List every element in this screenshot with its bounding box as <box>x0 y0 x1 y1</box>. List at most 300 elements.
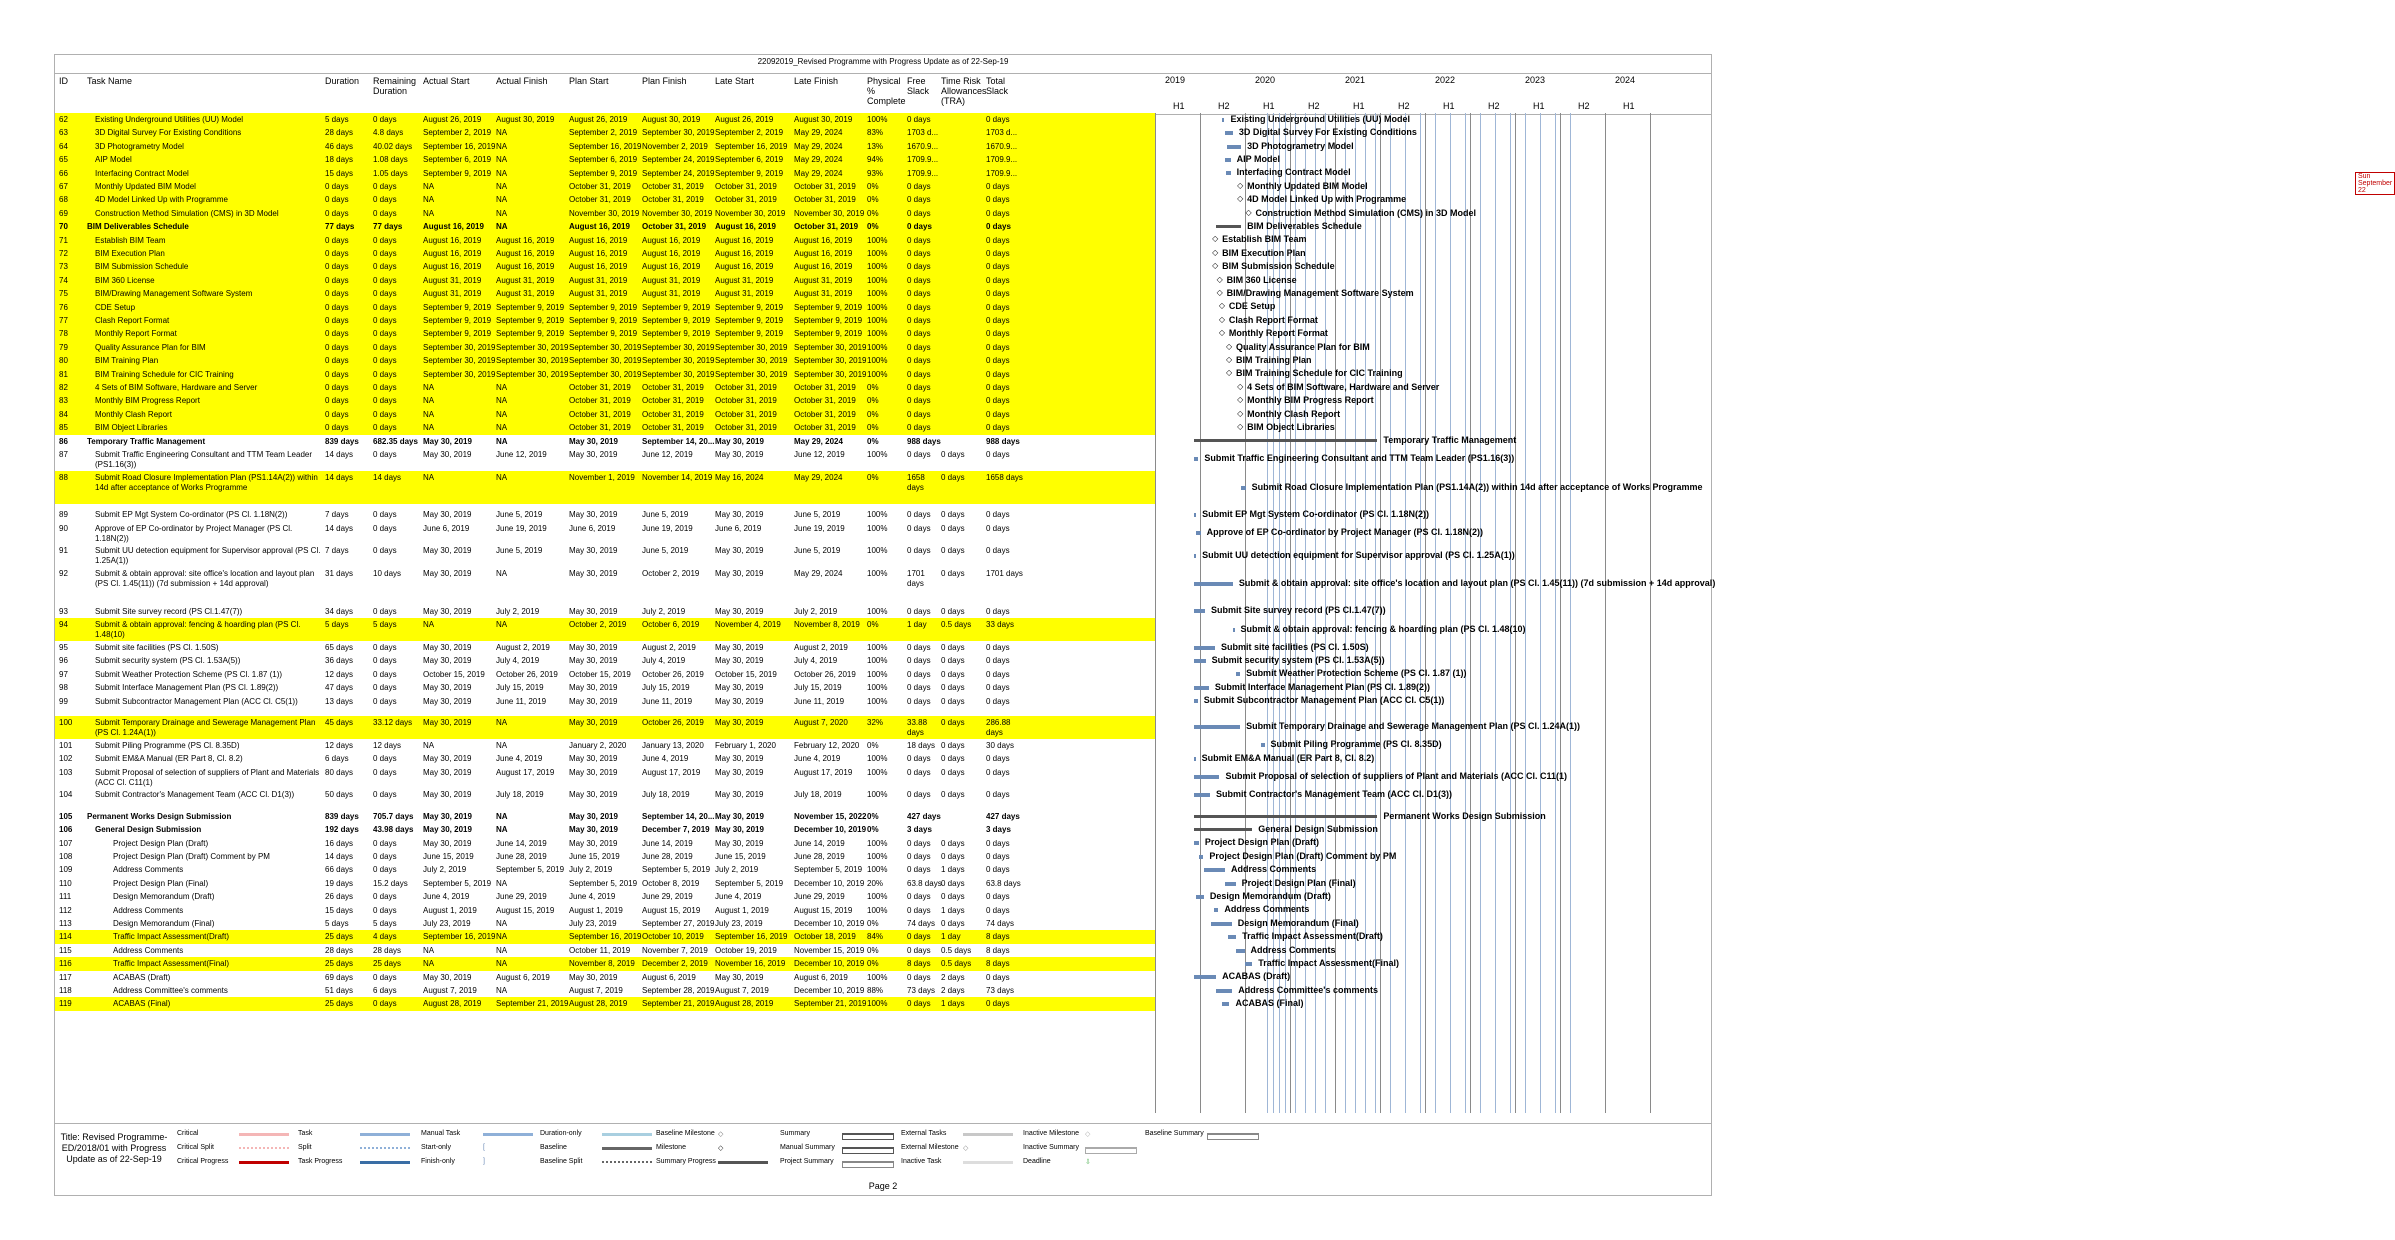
cell-pct: 0% <box>867 620 879 630</box>
gantt-task-label: BIM Execution Plan <box>1222 247 1306 258</box>
cell-late_finish: June 19, 2019 <box>794 523 845 533</box>
cell-name: Submit & obtain approval: site office's location and layout plan (PS Cl. 1.45(11)) (7d submission + 14d approval) <box>95 569 315 589</box>
cell-plan_finish: September 5, 2019 <box>642 865 711 875</box>
cell-plan_start: August 16, 2019 <box>569 249 628 258</box>
cell-free: 0 days <box>907 383 931 392</box>
gantt-task-label: Submit Interface Management Plan (PS Cl. 1.89(2)) <box>1214 681 1430 692</box>
cell-free: 0 days <box>907 696 931 706</box>
gantt-task-label: Existing Underground Utilities (UU) Model <box>1230 113 1410 124</box>
cell-plan_finish: September 27, 2019 <box>642 919 715 928</box>
cell-id: 81 <box>59 369 68 379</box>
cell-plan_finish: October 31, 2019 <box>642 396 704 406</box>
cell-duration: 66 days <box>325 865 354 875</box>
cell-actual_finish: NA <box>496 423 508 433</box>
cell-actual_finish: NA <box>496 919 508 928</box>
cell-late_start: May 30, 2019 <box>715 569 764 579</box>
cell-actual_start: May 30, 2019 <box>423 546 472 556</box>
cell-late_finish: November 8, 2019 <box>794 620 860 630</box>
cell-name: Establish BIM Team <box>95 235 166 245</box>
table-row <box>55 641 1155 654</box>
cell-duration: 0 days <box>325 342 349 352</box>
cell-plan_finish: October 10, 2019 <box>642 932 704 942</box>
cell-free: 74 days <box>907 919 936 928</box>
gantt-task-label: Design Memorandum (Final) <box>1237 917 1359 928</box>
cell-pct: 32% <box>867 718 884 727</box>
cell-plan_start: August 31, 2019 <box>569 275 628 285</box>
cell-late_start: September 16, 2019 <box>715 141 788 151</box>
cell-total: 63.8 days <box>986 878 1021 888</box>
cell-id: 78 <box>59 329 68 339</box>
cell-duration: 5 days <box>325 919 349 928</box>
cell-duration: 15 days <box>325 905 354 915</box>
table-row <box>55 421 1155 434</box>
task-bar <box>1216 989 1232 993</box>
cell-free: 0 days <box>907 852 931 861</box>
cell-late_start: August 16, 2019 <box>715 249 774 258</box>
cell-free: 988 days <box>907 436 941 446</box>
cell-remaining: 12 days <box>373 740 402 750</box>
cell-plan_start: May 30, 2019 <box>569 546 618 556</box>
cell-total: 0 days <box>986 249 1010 258</box>
cell-total: 1701 days <box>986 569 1023 579</box>
cell-late_start: August 28, 2019 <box>715 999 774 1009</box>
milestone-marker: ◇ <box>1226 341 1233 351</box>
timeline-half: H1 <box>1263 101 1275 111</box>
cell-name: Project Design Plan (Draft) Comment by PM <box>113 852 270 861</box>
cell-actual_start: May 30, 2019 <box>423 450 472 459</box>
legend-label: Critical Split <box>177 1144 214 1151</box>
cell-total: 0 days <box>986 316 1010 325</box>
cell-actual_start: August 1, 2019 <box>423 905 477 915</box>
task-bar <box>1204 868 1225 872</box>
cell-actual_start: May 30, 2019 <box>423 569 472 579</box>
gantt-task-label: Interfacing Contract Model <box>1236 167 1351 178</box>
legend-label: Inactive Summary <box>1023 1144 1080 1151</box>
cell-actual_start: August 16, 2019 <box>423 262 482 272</box>
cell-id: 88 <box>59 472 68 482</box>
cell-tra: 0.5 days <box>941 620 972 630</box>
cell-actual_start: September 9, 2019 <box>423 329 492 339</box>
cell-actual_start: May 30, 2019 <box>423 718 472 727</box>
gantt-task-label: Submit Contractor's Management Team (ACC Cl. D1(3)) <box>1216 789 1453 800</box>
cell-actual_finish: NA <box>496 959 508 969</box>
cell-plan_start: May 30, 2019 <box>569 696 618 706</box>
cell-pct: 0% <box>867 436 879 446</box>
cell-total: 0 days <box>986 222 1011 232</box>
cell-total: 0 days <box>986 683 1010 693</box>
legend-symbol: ◇ <box>1085 1131 1091 1138</box>
legend-label: Baseline Summary <box>1145 1130 1204 1137</box>
cell-remaining: 0 days <box>373 182 397 191</box>
task-bar <box>1225 158 1231 162</box>
cell-actual_finish: September 9, 2019 <box>496 316 565 325</box>
cell-actual_finish: NA <box>496 620 508 630</box>
cell-id: 108 <box>59 852 73 861</box>
task-bar <box>1194 841 1199 845</box>
cell-late_finish: October 26, 2019 <box>794 669 856 679</box>
task-bar <box>1194 757 1196 761</box>
cell-remaining: 0 days <box>373 208 397 218</box>
table-row <box>55 788 1155 801</box>
cell-duration: 14 days <box>325 852 354 861</box>
cell-free: 3 days <box>907 825 932 835</box>
cell-plan_start: May 30, 2019 <box>569 790 618 800</box>
legend-label: Duration-only <box>540 1130 582 1137</box>
table-row <box>55 207 1155 220</box>
cell-actual_finish: NA <box>496 182 508 191</box>
cell-late_start: October 19, 2019 <box>715 945 777 955</box>
cell-duration: 6 days <box>325 754 349 764</box>
cell-id: 70 <box>59 222 68 232</box>
cell-actual_start: May 30, 2019 <box>423 754 472 764</box>
cell-pct: 100% <box>867 262 888 272</box>
cell-free: 0 days <box>907 262 931 272</box>
progress-line <box>1435 113 1436 1113</box>
column-header-free: Free Slack <box>907 76 930 96</box>
cell-tra: 0 days <box>941 656 965 666</box>
table-row <box>55 274 1155 287</box>
cell-actual_finish: NA <box>496 141 508 151</box>
cell-plan_start: July 23, 2019 <box>569 919 617 928</box>
cell-late_finish: September 5, 2019 <box>794 865 863 875</box>
cell-actual_start: NA <box>423 383 435 392</box>
cell-total: 0 days <box>986 235 1010 245</box>
cell-total: 0 days <box>986 396 1010 406</box>
cell-id: 64 <box>59 141 68 151</box>
cell-name: Address Comments <box>113 945 184 955</box>
cell-late_finish: July 18, 2019 <box>794 790 842 800</box>
column-header-duration: Duration <box>325 76 360 86</box>
cell-free: 0 days <box>907 945 931 955</box>
cell-duration: 192 days <box>325 825 359 835</box>
cell-remaining: 0 days <box>373 972 397 982</box>
column-header-actual_finish: Actual Finish <box>496 76 548 86</box>
cell-free: 0 days <box>907 396 931 406</box>
cell-free: 0 days <box>907 249 931 258</box>
cell-duration: 80 days <box>325 767 354 777</box>
cell-actual_finish: October 26, 2019 <box>496 669 558 679</box>
legend-label: Finish-only <box>421 1158 455 1165</box>
milestone-marker: ◇ <box>1212 261 1219 271</box>
cell-plan_finish: September 14, 20... <box>642 811 715 821</box>
cell-duration: 0 days <box>325 316 349 325</box>
cell-late_start: May 30, 2019 <box>715 436 764 446</box>
legend-label: Split <box>298 1144 312 1151</box>
cell-id: 63 <box>59 128 68 138</box>
table-row <box>55 618 1155 641</box>
cell-free: 0 days <box>907 932 931 942</box>
column-header-id: ID <box>59 76 68 86</box>
cell-plan_start: September 2, 2019 <box>569 128 638 138</box>
cell-duration: 69 days <box>325 972 354 982</box>
cell-pct: 100% <box>867 115 888 124</box>
cell-remaining: 14 days <box>373 472 402 482</box>
task-bar <box>1194 646 1215 650</box>
cell-late_start: October 31, 2019 <box>715 396 777 406</box>
cell-id: 98 <box>59 683 68 693</box>
cell-late_start: August 1, 2019 <box>715 905 769 915</box>
milestone-marker: ◇ <box>1237 194 1244 204</box>
cell-duration: 13 days <box>325 696 354 706</box>
cell-free: 0 days <box>907 606 931 616</box>
cell-pct: 0% <box>867 959 879 969</box>
table-row <box>55 126 1155 139</box>
table-row <box>55 971 1155 984</box>
gantt-task-label: Traffic Impact Assessment(Final) <box>1258 957 1400 968</box>
cell-id: 84 <box>59 409 68 419</box>
cell-free: 0 days <box>907 409 931 419</box>
cell-duration: 12 days <box>325 669 354 679</box>
gantt-task-label: Project Design Plan (Draft) <box>1204 837 1319 848</box>
cell-duration: 5 days <box>325 620 349 630</box>
gantt-task-label: BIM Object Libraries <box>1247 421 1335 432</box>
cell-late_start: August 26, 2019 <box>715 115 774 124</box>
cell-actual_start: May 30, 2019 <box>423 767 472 777</box>
cell-plan_start: September 6, 2019 <box>569 155 638 165</box>
legend-label: Summary Progress <box>656 1158 716 1165</box>
table-row <box>55 193 1155 206</box>
cell-late_start: June 6, 2019 <box>715 523 762 533</box>
cell-duration: 19 days <box>325 878 354 888</box>
cell-duration: 47 days <box>325 683 354 693</box>
legend-swatch <box>360 1161 410 1164</box>
cell-plan_finish: September 21, 2019 <box>642 999 715 1009</box>
cell-total: 3 days <box>986 825 1011 835</box>
legend-swatch <box>602 1147 652 1150</box>
cell-free: 8 days <box>907 959 931 969</box>
table-row <box>55 153 1155 166</box>
cell-plan_finish: October 31, 2019 <box>642 222 707 232</box>
cell-remaining: 40.02 days <box>373 141 413 151</box>
milestone-marker: ◇ <box>1212 234 1219 244</box>
cell-pct: 100% <box>867 892 888 902</box>
cell-name: Submit Piling Programme (PS Cl. 8.35D) <box>95 740 240 750</box>
cell-late_start: May 30, 2019 <box>715 683 764 693</box>
cell-tra: 1 days <box>941 999 965 1009</box>
cell-remaining: 10 days <box>373 569 402 579</box>
progress-line <box>1495 113 1496 1113</box>
cell-actual_start: September 6, 2019 <box>423 155 492 165</box>
cell-free: 18 days <box>907 740 936 750</box>
cell-name: Submit Weather Protection Scheme (PS Cl. 1.87 (1)) <box>95 669 283 679</box>
cell-duration: 25 days <box>325 932 354 942</box>
cell-total: 0 days <box>986 892 1010 902</box>
cell-total: 0 days <box>986 865 1010 875</box>
cell-actual_start: NA <box>423 208 435 218</box>
cell-free: 0 days <box>907 669 931 679</box>
cell-pct: 100% <box>867 790 888 800</box>
cell-id: 101 <box>59 740 73 750</box>
cell-pct: 0% <box>867 472 879 482</box>
cell-plan_finish: August 16, 2019 <box>642 249 701 258</box>
cell-plan_start: September 5, 2019 <box>569 878 638 888</box>
cell-actual_finish: September 9, 2019 <box>496 329 565 339</box>
cell-plan_finish: October 8, 2019 <box>642 878 700 888</box>
cell-plan_start: September 16, 2019 <box>569 932 642 942</box>
cell-id: 102 <box>59 754 73 764</box>
task-bar <box>1194 725 1240 729</box>
cell-actual_start: September 9, 2019 <box>423 316 492 325</box>
timeline-half: H2 <box>1308 101 1320 111</box>
cell-name: Submit Contractor's Management Team (ACC Cl. D1(3)) <box>95 790 295 800</box>
task-bar <box>1196 895 1204 899</box>
cell-late_start: May 30, 2019 <box>715 546 764 556</box>
table-row <box>55 260 1155 273</box>
table-row <box>55 930 1155 943</box>
cell-free: 0 days <box>907 369 931 379</box>
task-bar <box>1194 513 1196 517</box>
cell-name: 3D Digital Survey For Existing Conditions <box>95 128 242 138</box>
gantt-task-label: Design Memorandum (Draft) <box>1209 890 1331 901</box>
cell-plan_start: May 30, 2019 <box>569 754 618 764</box>
cell-late_start: September 30, 2019 <box>715 342 788 352</box>
cell-free: 0 days <box>907 450 931 459</box>
gantt-task-label: BIM Training Schedule for CIC Training <box>1236 368 1403 379</box>
cell-late_start: October 31, 2019 <box>715 409 777 419</box>
cell-late_start: May 30, 2019 <box>715 972 764 982</box>
table-row <box>55 180 1155 193</box>
cell-tra: 0 days <box>941 838 965 848</box>
cell-late_finish: November 15, 2022 <box>794 811 867 821</box>
cell-actual_finish: September 5, 2019 <box>496 865 565 875</box>
cell-late_finish: August 17, 2019 <box>794 767 853 777</box>
cell-tra: 0 days <box>941 546 965 556</box>
cell-remaining: 5 days <box>373 919 397 928</box>
cell-plan_start: October 11, 2019 <box>569 945 631 955</box>
progress-line <box>1555 113 1556 1113</box>
table-row <box>55 766 1155 789</box>
cell-pct: 100% <box>867 369 888 379</box>
gantt-task-label: Submit & obtain approval: site office's location and layout plan (PS Cl. 1.45(11)) (7d submission + 14d approval) <box>1238 578 1716 588</box>
table-row <box>55 917 1155 930</box>
cell-id: 90 <box>59 523 68 533</box>
cell-actual_start: August 16, 2019 <box>423 222 484 232</box>
gantt-task-label: BIM Submission Schedule <box>1222 261 1335 272</box>
cell-actual_finish: NA <box>496 396 508 406</box>
gantt-task-label: 3D Digital Survey For Existing Conditions <box>1238 127 1417 138</box>
cell-late_finish: October 31, 2019 <box>794 222 859 232</box>
timeline-gridline <box>1425 113 1426 1113</box>
cell-total: 0 days <box>986 656 1010 666</box>
cell-duration: 0 days <box>325 356 349 366</box>
cell-name: Submit Traffic Engineering Consultant and TTM Team Leader (PS1.16(3)) <box>95 450 313 469</box>
cell-duration: 0 days <box>325 369 349 379</box>
cell-plan_finish: October 31, 2019 <box>642 195 704 205</box>
cell-remaining: 0 days <box>373 195 397 205</box>
cell-total: 0 days <box>986 606 1010 616</box>
cell-plan_start: May 30, 2019 <box>569 606 618 616</box>
cell-plan_start: September 9, 2019 <box>569 302 638 312</box>
cell-total: 0 days <box>986 195 1010 205</box>
cell-late_finish: May 29, 2024 <box>794 168 843 178</box>
gantt-task-label: Monthly Updated BIM Model <box>1247 180 1368 191</box>
timeline-year: 2019 <box>1165 75 1186 85</box>
cell-total: 1709.9... <box>986 168 1018 178</box>
task-bar <box>1222 118 1225 122</box>
cell-remaining: 0 days <box>373 450 397 459</box>
cell-remaining: 0 days <box>373 790 397 800</box>
legend-label: Deadline <box>1023 1158 1051 1165</box>
gantt-task-label: Address Comments <box>1224 904 1310 915</box>
cell-free: 1 day <box>907 620 927 630</box>
cell-plan_start: September 30, 2019 <box>569 342 642 352</box>
cell-late_finish: October 31, 2019 <box>794 383 856 392</box>
cell-plan_start: October 31, 2019 <box>569 182 631 191</box>
gantt-task-label: Address Committee's comments <box>1238 984 1378 995</box>
cell-plan_finish: June 4, 2019 <box>642 754 689 764</box>
cell-id: 82 <box>59 383 68 392</box>
cell-duration: 14 days <box>325 450 354 459</box>
cell-duration: 7 days <box>325 510 349 520</box>
gantt-task-label: Submit Proposal of selection of suppliers of Plant and Materials (ACC Cl. C11(1) <box>1225 770 1568 781</box>
cell-total: 0 days <box>986 208 1010 218</box>
cell-pct: 0% <box>867 919 879 928</box>
cell-actual_finish: NA <box>496 811 508 821</box>
gantt-task-label: Monthly Clash Report <box>1247 408 1341 419</box>
cell-total: 0 days <box>986 523 1010 533</box>
cell-plan_start: May 30, 2019 <box>569 450 618 459</box>
cell-plan_finish: September 28, 2019 <box>642 986 715 995</box>
timeline-half: H1 <box>1623 101 1635 111</box>
cell-remaining: 0 days <box>373 683 397 693</box>
cell-tra: 0 days <box>941 767 965 777</box>
table-row <box>55 890 1155 903</box>
cell-late_finish: August 30, 2019 <box>794 115 853 124</box>
cell-pct: 84% <box>867 932 884 942</box>
timeline-year: 2021 <box>1345 75 1366 85</box>
cell-plan_finish: August 15, 2019 <box>642 905 701 915</box>
milestone-marker: ◇ <box>1216 274 1223 284</box>
gantt-task-label: Traffic Impact Assessment(Draft) <box>1242 931 1383 942</box>
legend-label: Summary <box>780 1130 810 1137</box>
gantt-task-label: Address Comments <box>1250 944 1336 955</box>
cell-plan_finish: September 30, 2019 <box>642 128 715 138</box>
gantt-task-label: CDE Setup <box>1228 301 1276 312</box>
gantt-task-label: 4D Model Linked Up with Programme <box>1247 194 1407 205</box>
column-header-pct: Physical % Complete <box>867 76 906 106</box>
cell-late_start: August 16, 2019 <box>715 222 776 232</box>
gantt-task-label: BIM 360 License <box>1226 274 1297 285</box>
cell-remaining: 0 days <box>373 865 397 875</box>
cell-late_finish: February 12, 2020 <box>794 740 860 750</box>
cell-remaining: 0 days <box>373 383 397 392</box>
cell-actual_finish: August 15, 2019 <box>496 905 555 915</box>
cell-late_finish: May 29, 2024 <box>794 569 843 579</box>
legend-label: Baseline Milestone <box>656 1130 715 1137</box>
cell-plan_finish: August 2, 2019 <box>642 642 696 652</box>
cell-pct: 0% <box>867 222 879 232</box>
cell-plan_finish: June 28, 2019 <box>642 852 693 861</box>
cell-remaining: 0 days <box>373 696 397 706</box>
cell-name: Design Memorandum (Draft) <box>113 892 215 902</box>
cell-id: 77 <box>59 316 68 325</box>
cell-id: 72 <box>59 249 68 258</box>
cell-late_start: May 30, 2019 <box>715 790 764 800</box>
cell-late_start: May 30, 2019 <box>715 838 764 848</box>
cell-name: Submit Site survey record (PS Cl.1.47(7)) <box>95 606 243 616</box>
table-row <box>55 957 1155 970</box>
timeline-half: H2 <box>1578 101 1590 111</box>
cell-plan_start: October 31, 2019 <box>569 396 631 406</box>
cell-duration: 18 days <box>325 155 354 165</box>
cell-total: 0 days <box>986 423 1010 433</box>
cell-free: 1701 days <box>907 569 925 589</box>
cell-late_finish: August 16, 2019 <box>794 262 853 272</box>
cell-name: Submit Subcontractor Management Plan (ACC Cl. C5(1)) <box>95 696 298 706</box>
cell-pct: 100% <box>867 696 888 706</box>
cell-duration: 0 days <box>325 383 349 392</box>
cell-tra: 0 days <box>941 852 965 861</box>
